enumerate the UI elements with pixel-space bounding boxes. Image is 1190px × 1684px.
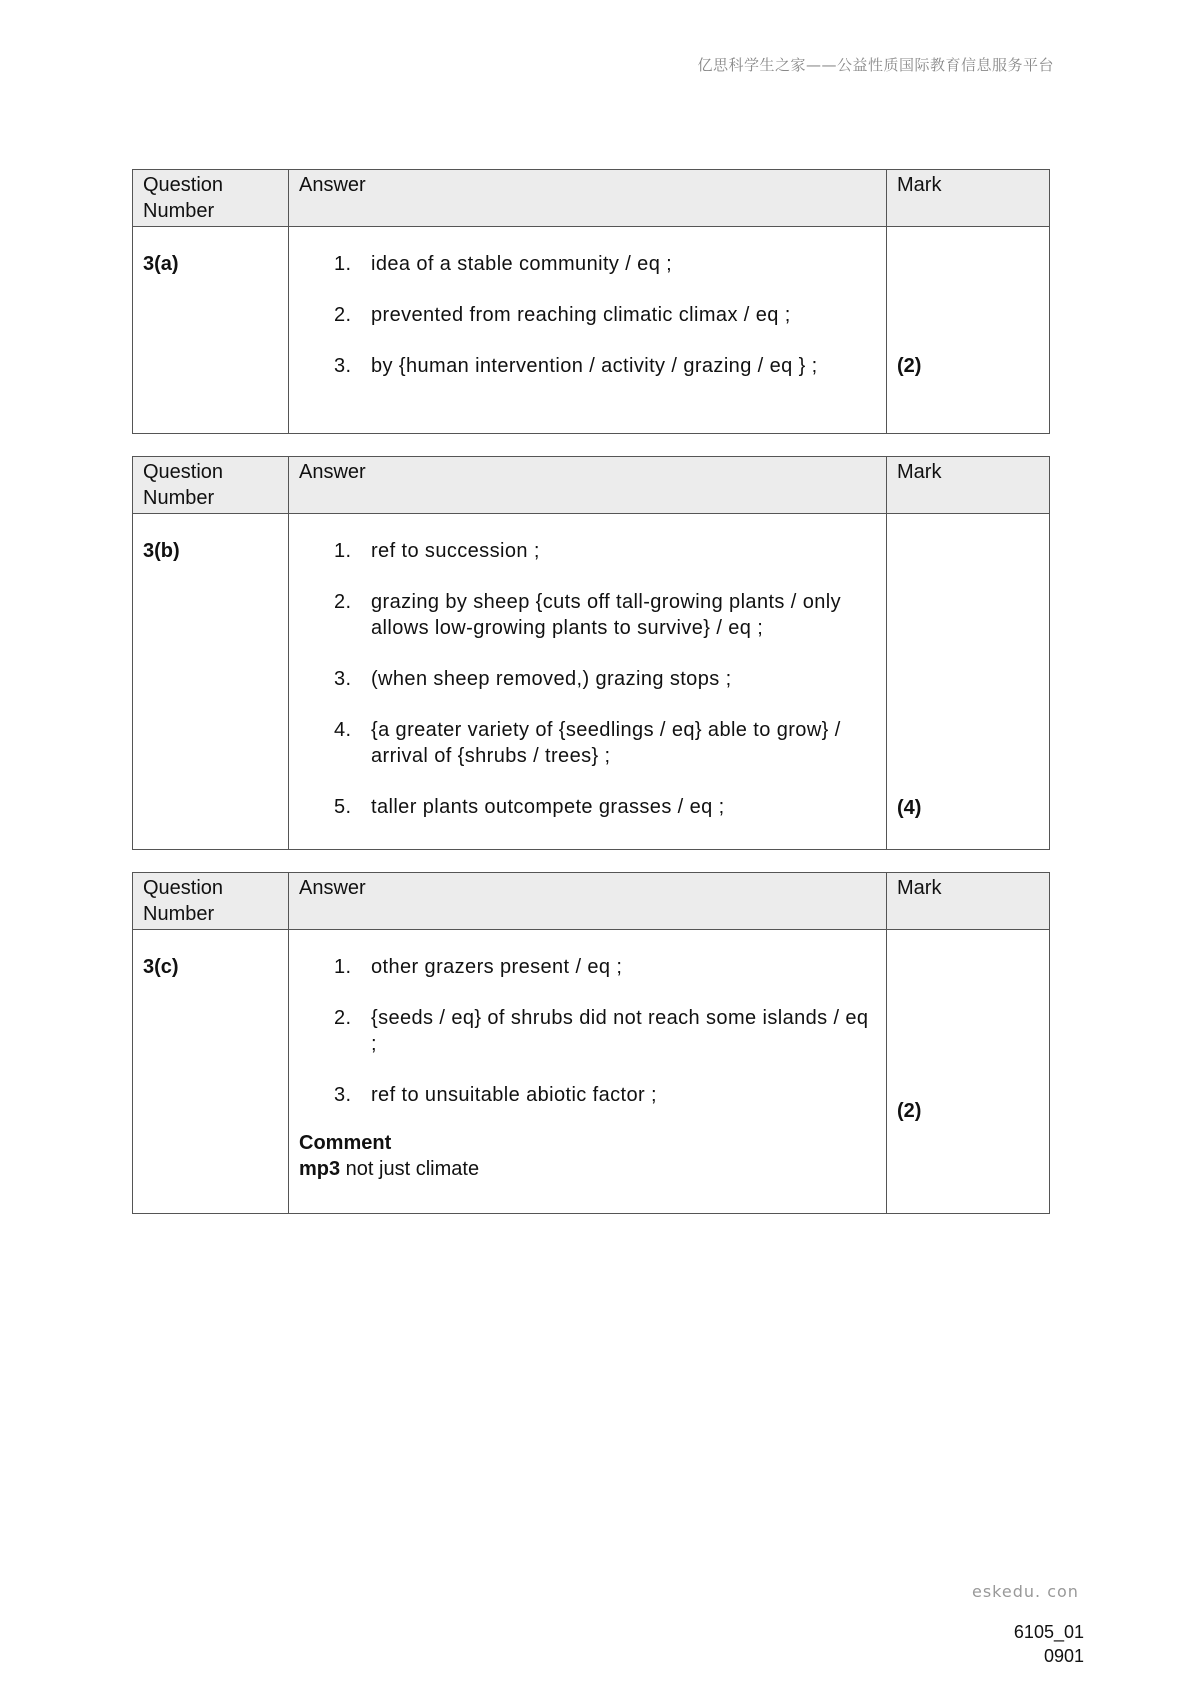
answer-cell bbox=[289, 930, 887, 1214]
comment-text: not just climate bbox=[340, 1158, 480, 1180]
mark-cell bbox=[887, 227, 1050, 434]
question-number-header: Question Number bbox=[133, 170, 289, 227]
comment-title: Comment bbox=[299, 1132, 392, 1154]
comment-key: mp3 bbox=[299, 1158, 341, 1180]
mark-cell bbox=[887, 930, 1050, 1214]
answer-header: Answer bbox=[289, 170, 887, 227]
markscheme-table-3b bbox=[132, 456, 1050, 850]
table-header-row bbox=[133, 873, 1050, 930]
paper-code-line2: 0901 bbox=[1043, 1646, 1084, 1666]
paper-code bbox=[1014, 1620, 1084, 1668]
question-number: 3(b) bbox=[133, 514, 289, 850]
mark-value: (4) bbox=[897, 797, 922, 819]
answer-point: 1. ref to succession ; bbox=[334, 540, 540, 562]
answer-point: 2. {seeds / eq} of shrubs did not reach some islands / eq ; bbox=[334, 1007, 869, 1055]
answer-cell bbox=[289, 227, 887, 434]
table-row bbox=[133, 227, 1050, 434]
header-note: 亿思科学生之家——公益性质国际教育信息服务平台 bbox=[697, 56, 1054, 74]
table-row bbox=[133, 930, 1050, 1214]
answer-header: Answer bbox=[289, 873, 887, 930]
mark-cell bbox=[887, 514, 1050, 850]
answer-point: 1. other grazers present / eq ; bbox=[334, 956, 623, 978]
table-header-row bbox=[133, 170, 1050, 227]
answer-points bbox=[299, 251, 876, 379]
answer-point: 2. grazing by sheep {cuts off tall-growing plants / only allows low-growing plants to survive} / eq ; bbox=[334, 591, 841, 639]
question-number-header: Question Number bbox=[133, 873, 289, 930]
answer-points bbox=[299, 538, 876, 820]
markscheme-table-3a bbox=[132, 169, 1050, 434]
answer-point: 5. taller plants outcompete grasses / eq ; bbox=[334, 796, 725, 818]
answer-point: 2. prevented from reaching climatic climax / eq ; bbox=[334, 304, 791, 326]
question-number-header: Question Number bbox=[133, 457, 289, 514]
question-number: 3(a) bbox=[133, 227, 289, 434]
answer-point: 1. idea of a stable community / eq ; bbox=[334, 253, 673, 275]
footer-watermark: eskedu. con bbox=[972, 1582, 1079, 1601]
comment-block bbox=[299, 1130, 876, 1182]
markscheme-table-3c bbox=[132, 872, 1050, 1214]
answer-points bbox=[299, 954, 876, 1108]
mark-value: (2) bbox=[897, 1100, 922, 1122]
mark-header: Mark bbox=[887, 873, 1050, 930]
table-row bbox=[133, 514, 1050, 850]
mark-header: Mark bbox=[887, 457, 1050, 514]
answer-cell bbox=[289, 514, 887, 850]
answer-header: Answer bbox=[289, 457, 887, 514]
question-number: 3(c) bbox=[133, 930, 289, 1214]
answer-point: 3. by {human intervention / activity / grazing / eq } ; bbox=[334, 355, 818, 377]
mark-value: (2) bbox=[897, 355, 922, 377]
answer-point: 3. (when sheep removed,) grazing stops ; bbox=[334, 668, 732, 690]
paper-code-line1: 6105_01 bbox=[1013, 1622, 1084, 1642]
answer-point: 4. {a greater variety of {seedlings / eq} able to grow} / arrival of {shrubs / trees} ; bbox=[334, 719, 841, 767]
mark-header: Mark bbox=[887, 170, 1050, 227]
answer-point: 3. ref to unsuitable abiotic factor ; bbox=[334, 1084, 657, 1106]
table-header-row bbox=[133, 457, 1050, 514]
